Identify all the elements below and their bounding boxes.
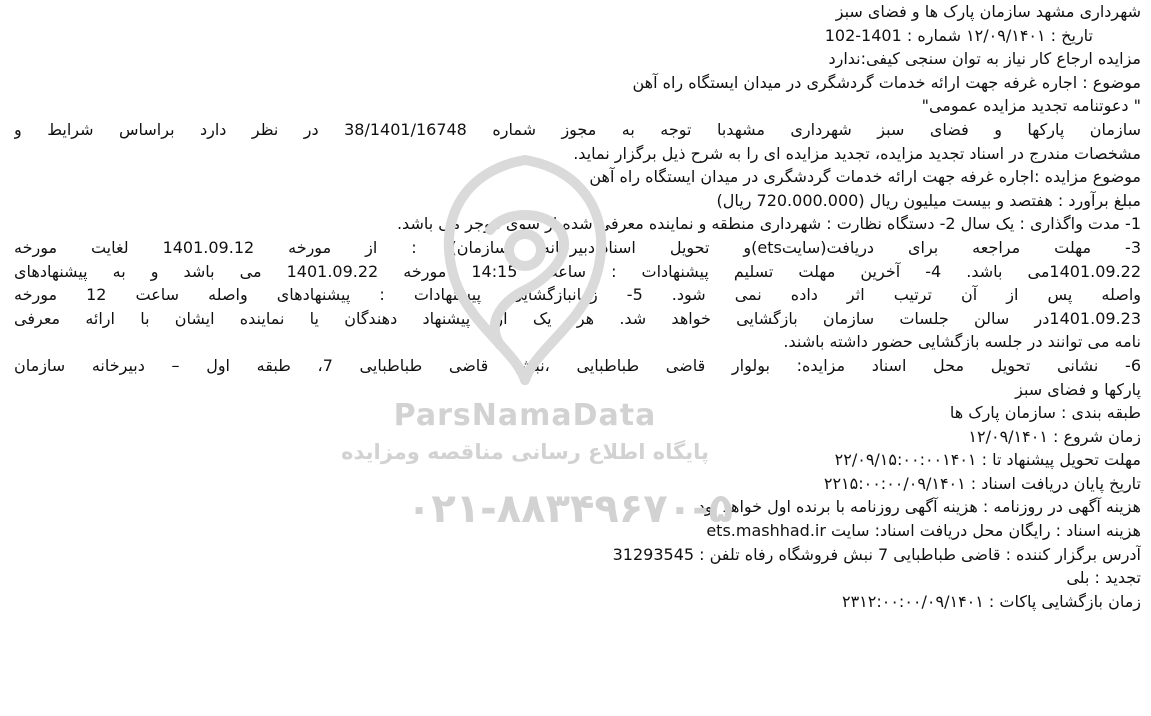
detail-docs-end-date: تاریخ پایان دریافت اسناد : ۲۲۱۵:۰۰:۰۰/۰۹/۱۴۰۱ — [823, 473, 1141, 493]
terms-line-2: 3- مهلت مراجعه برای دریافت(سایتets)و تحویل اسناد(دبیرخانه سازمان) : از مورخه 1401.09.12 لغایت مورخه — [14, 237, 1141, 257]
detail-category: طبقه بندی : سازمان پارک ها — [949, 403, 1141, 423]
watermark-tagline: پایگاه اطلاع رسانی مناقصه ومزایده — [341, 440, 709, 464]
terms-line-4: واصله پس از آن ترتیب اثر داده نمی شود. 5- زمانبازگشایی پیشنهادات : پیشنهادهای واصله ساعت 12 مورخه — [14, 285, 1141, 305]
intro-line-1: سازمان پارکها و فضای سبز شهرداری مشهدبا توجه به مجوز شماره 38/1401/16748 در نظر دارد براساس شرایط و — [14, 119, 1141, 139]
terms-line-3: 1401.09.22می باشد. 4- آخرین مهلت تسلیم پیشنهادات : ساعت 14:15 مورخه 1401.09.22 می باشد و به پیشنهادهای — [14, 261, 1141, 281]
detail-docs-cost: هزینه اسناد : رایگان محل دریافت اسناد: سایت ets.mashhad.ir — [706, 521, 1141, 541]
terms-line-7: 6- نشانی تحویل محل اسناد مزایده: بولوار قاضی طباطبایی ،نبش قاضی طباطبایی 7، طبقه اول – دبیرخانه سازمان — [14, 355, 1141, 375]
watermark-brand: ParsNamaData — [393, 398, 657, 433]
intro-line-2: مشخصات مندرج در اسناد تجدید مزایده، تجدید مزایده ای را به شرح ذیل برگزار نماید. — [573, 143, 1141, 163]
terms-line-5: 1401.09.23در سالن جلسات سازمان بازگشایی خواهد شد. هر یک از پیشنهاد دهندگان یا نماینده ایشان با ارائه معرفی — [14, 308, 1141, 328]
subject-line: موضوع : اجاره غرفه جهت ارائه خدمات گردشگری در میدان ایستگاه راه آهن — [632, 72, 1141, 92]
notice-title: " دعوتنامه تجدید مزایده عمومی" — [921, 96, 1141, 116]
date-number-line: تاریخ : ۱۲/۰۹/۱۴۰۱ شماره : 1401-102 — [824, 25, 1093, 45]
detail-newspaper-cost: هزینه آگهی در روزنامه : هزینه آگهی روزنامه با برنده اول خواهد بود — [697, 497, 1141, 517]
detail-organizer-address: آدرس برگزار کننده : قاضی طباطبایی 7 نبش فروشگاه رفاه تلفن : 31293545 — [612, 544, 1141, 564]
terms-line-8: پارکها و فضای سبز — [1015, 379, 1141, 399]
organization-line: شهرداری مشهد سازمان پارک ها و فضای سبز — [835, 2, 1141, 21]
detail-opening-time: زمان بازگشایی پاکات : ۲۳۱۲:۰۰:۰۰/۰۹/۱۴۰۱ — [841, 591, 1141, 611]
estimate-line: مبلغ برآورد : هفتصد و بیست میلیون ریال (720.000.000 ریال) — [716, 190, 1141, 210]
terms-line-1: 1- مدت واگذاری : یک سال 2- دستگاه نظارت : شهرداری منطقه و نماینده معرفی شده از سوی موجر می باشد. — [396, 214, 1141, 234]
detail-start-time: زمان شروع : ۱۲/۰۹/۱۴۰۱ — [968, 426, 1141, 446]
auction-subject-line: موضوع مزایده :اجاره غرفه جهت ارائه خدمات گردشگری در میدان ایستگاه راه آهن — [589, 167, 1141, 187]
detail-bid-deadline: مهلت تحویل پیشنهاد تا : ۲۲/۰۹/۱۵:۰۰:۰۰۱۴۰۱ — [834, 450, 1141, 470]
referral-line: مزایده ارجاع کار نیاز به توان سنجی کیفی:ندارد — [828, 49, 1141, 69]
terms-line-6: نامه می توانند در جلسه بازگشایی حضور داشته باشند. — [783, 332, 1141, 352]
detail-renewal: تجدید : بلی — [1066, 568, 1141, 588]
watermark-phone: ۰۲۱-۸۸۳۴۹۶۷۰-۵ — [406, 486, 734, 532]
